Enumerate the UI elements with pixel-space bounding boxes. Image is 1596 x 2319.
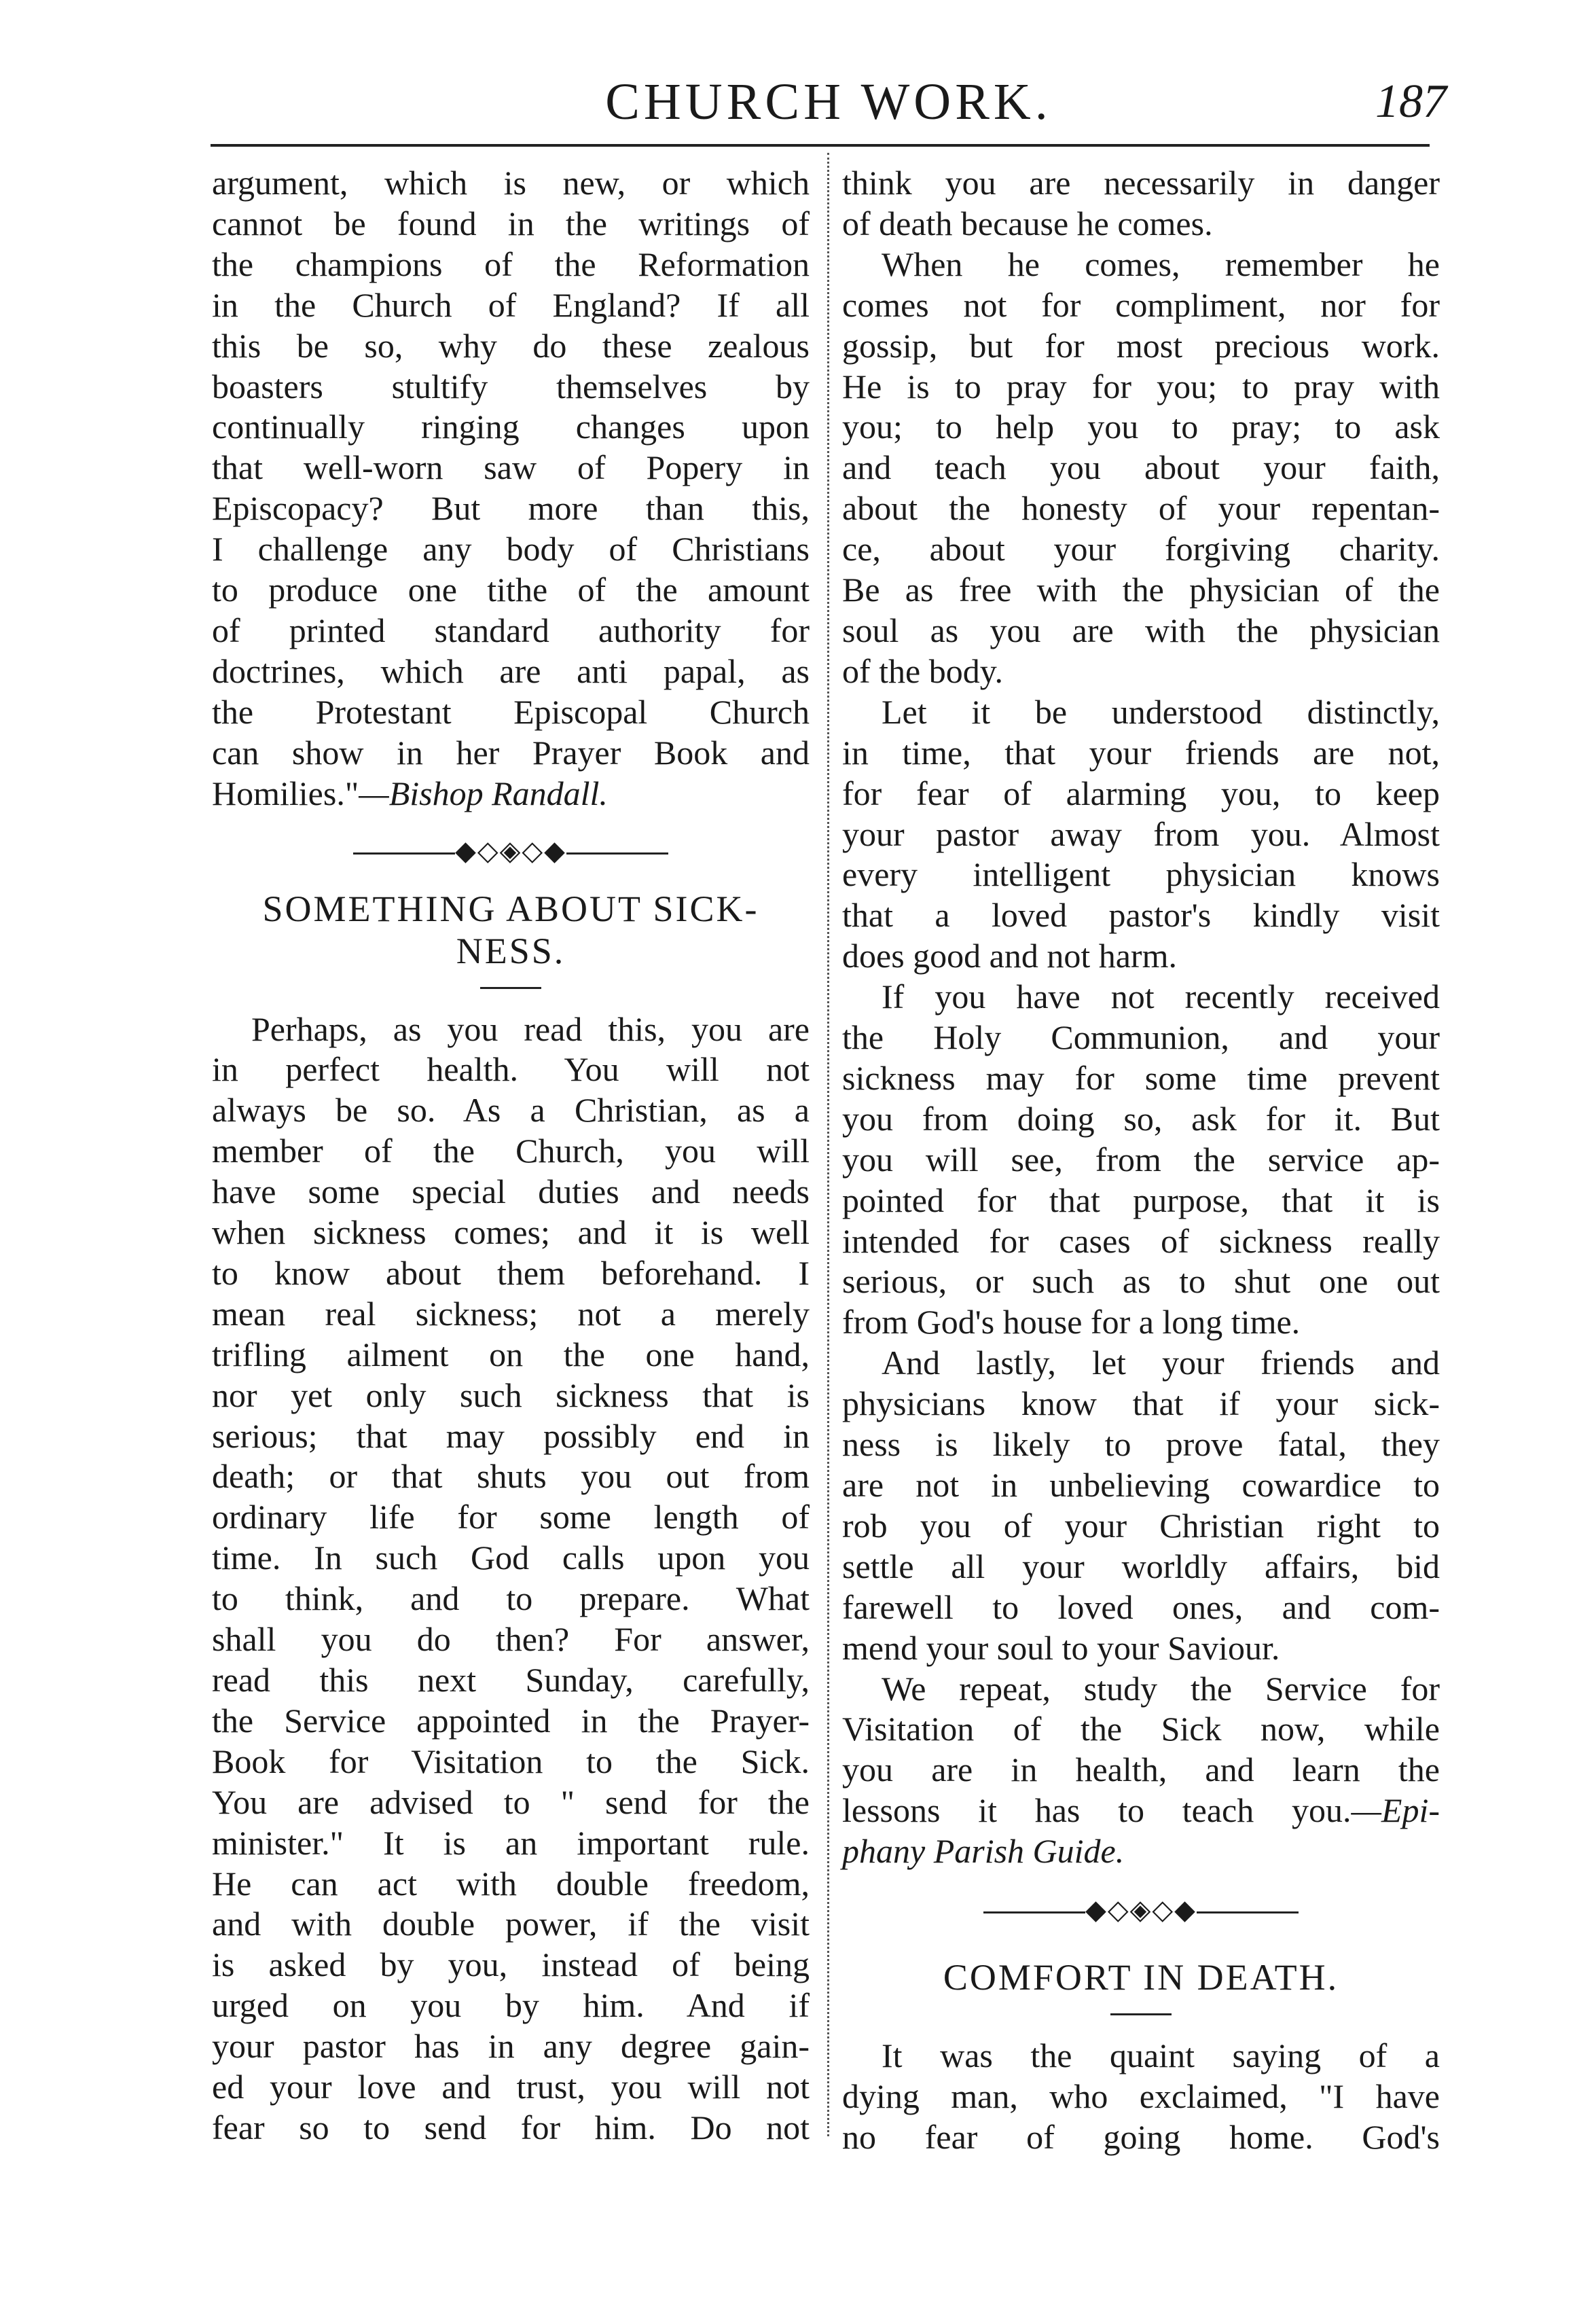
paragraph bbox=[842, 977, 1440, 1343]
text-line: We repeat, study the Service for bbox=[882, 1669, 1440, 1708]
body-paragraph bbox=[212, 1009, 810, 2149]
text-line: of death because he comes. bbox=[842, 204, 1213, 242]
left-column bbox=[212, 163, 810, 2149]
text-line: sickness may for some time prevent bbox=[842, 1058, 1440, 1097]
text-line: settle all your worldly affairs, bid bbox=[842, 1547, 1440, 1585]
text-line: to think, and to prepare. What bbox=[212, 1579, 810, 1618]
text-line: dying man, who exclaimed, "I have bbox=[842, 2077, 1440, 2115]
text-line: physicians know that if your sick- bbox=[842, 1384, 1440, 1423]
text-line: that a loved pastor's kindly visit bbox=[842, 896, 1440, 935]
paragraph bbox=[842, 692, 1440, 977]
text-line: mend your soul to your Saviour. bbox=[842, 1628, 1280, 1667]
text-line: continually ringing changes upon bbox=[212, 408, 810, 446]
text-line: for fear of alarming you, to keep bbox=[842, 774, 1440, 812]
section-ornament bbox=[842, 1883, 1440, 1937]
heading-line: NESS. bbox=[456, 930, 566, 971]
text-line: when sickness comes; and it is well bbox=[212, 1213, 810, 1252]
quote-end: Homilies." bbox=[212, 774, 359, 812]
text-line: in perfect health. You will not bbox=[212, 1050, 810, 1089]
text-line: member of the Church, you will bbox=[212, 1132, 810, 1170]
text-line: I challenge any body of Christians bbox=[212, 530, 810, 569]
text-line: to produce one tithe of the amount bbox=[212, 571, 810, 609]
section-heading: COMFORT IN DEATH. bbox=[943, 1957, 1339, 1998]
text-line: serious, or such as to shut one out bbox=[842, 1262, 1440, 1301]
section-heading bbox=[212, 888, 810, 972]
text-line: have some special duties and needs bbox=[212, 1172, 810, 1211]
text-line: death; or that shuts you out from bbox=[212, 1457, 810, 1496]
text-line: intended for cases of sickness really bbox=[842, 1221, 1440, 1260]
page-number: 187 bbox=[1375, 75, 1447, 128]
text-line: your pastor away from you. Almost bbox=[842, 814, 1440, 853]
page-header bbox=[211, 65, 1447, 139]
ornament-rule bbox=[566, 852, 668, 855]
text-line: no fear of going home. God's bbox=[842, 2117, 1440, 2156]
text-line: the Protestant Episcopal Church bbox=[212, 692, 810, 731]
text-line: to know about them beforehand. I bbox=[212, 1253, 810, 1292]
text-line: the Service appointed in the Prayer- bbox=[212, 1701, 810, 1740]
text-line: fear so to send for him. Do not bbox=[212, 2108, 810, 2146]
text-line: in time, that your friends are not, bbox=[842, 733, 1440, 772]
paragraph bbox=[842, 2036, 1440, 2158]
text-line: When he comes, remember he bbox=[882, 245, 1440, 283]
text-line: are not in unbelieving cowardice to bbox=[842, 1466, 1440, 1504]
text-line: rob you of your Christian right to bbox=[842, 1506, 1440, 1545]
text-line: can show in her Prayer Book and bbox=[212, 733, 810, 772]
text-line: you from doing so, ask for it. But bbox=[842, 1099, 1440, 1138]
paragraph bbox=[842, 1343, 1440, 1668]
text-line: about the honesty of your repentan- bbox=[842, 489, 1440, 528]
text-line: shall you do then? For answer, bbox=[212, 1620, 810, 1659]
text-line: the champions of the Reformation bbox=[212, 245, 810, 283]
text-line: that well-worn saw of Popery in bbox=[212, 448, 810, 487]
attribution: phany Parish Guide. bbox=[842, 1832, 1125, 1871]
header-rule bbox=[211, 144, 1430, 147]
text-line: Episcopacy? But more than this, bbox=[212, 489, 810, 528]
heading-rule bbox=[1110, 2013, 1172, 2015]
heading-line: SOMETHING ABOUT SICK- bbox=[262, 888, 759, 929]
attribution: —Bishop Randall. bbox=[359, 774, 608, 812]
text-line: ordinary life for some length of bbox=[212, 1498, 810, 1536]
text-line: boasters stultify themselves by bbox=[212, 367, 810, 406]
paragraph bbox=[842, 245, 1440, 692]
text-line: you; to help you to pray; to ask bbox=[842, 408, 1440, 446]
text-line bbox=[842, 1791, 1440, 1831]
text-line: pointed for that purpose, that it is bbox=[842, 1181, 1440, 1219]
text-line: ed your love and trust, you will not bbox=[212, 2068, 810, 2106]
ornament-rule bbox=[353, 852, 455, 855]
text-line: serious; that may possibly end in bbox=[212, 1416, 810, 1455]
text-line: It was the quaint saying of a bbox=[882, 2036, 1440, 2075]
column-divider bbox=[827, 153, 829, 2136]
text-line: ce, about your forgiving charity. bbox=[842, 530, 1440, 569]
text-line: read this next Sunday, carefully, bbox=[212, 1661, 810, 1699]
text-line bbox=[212, 774, 810, 814]
text-line: Perhaps, as you read this, you are bbox=[251, 1009, 810, 1048]
text-line: comes not for compliment, nor for bbox=[842, 285, 1440, 324]
ornament-glyphs: ◆◇◈◇◆ bbox=[1085, 1894, 1197, 1926]
text-line: Let it be understood distinctly, bbox=[882, 692, 1440, 731]
attribution: —Epi- bbox=[1351, 1791, 1440, 1830]
text-line: you will see, from the service ap- bbox=[842, 1140, 1440, 1179]
text-line: of the body. bbox=[842, 651, 1003, 690]
ornament-glyphs: ◆◇◈◇◆ bbox=[455, 835, 566, 866]
text-line: You are advised to " send for the bbox=[212, 1782, 810, 1821]
heading-rule bbox=[480, 987, 541, 989]
text-line: nor yet only such sickness that is bbox=[212, 1376, 810, 1414]
text-line: And lastly, let your friends and bbox=[882, 1344, 1440, 1382]
text-line: every intelligent physician knows bbox=[842, 855, 1440, 894]
text-line: cannot be found in the writings of bbox=[212, 204, 810, 242]
ornament-rule bbox=[983, 1911, 1085, 1913]
text-line: of printed standard authority for bbox=[212, 611, 810, 649]
ornament-rule bbox=[1197, 1911, 1299, 1913]
text-line: gossip, but for most precious work. bbox=[842, 326, 1440, 365]
paragraph bbox=[842, 1669, 1440, 1873]
right-column bbox=[842, 163, 1440, 2158]
text-line: mean real sickness; not a merely bbox=[212, 1294, 810, 1333]
text-line: Visitation of the Sick now, while bbox=[842, 1710, 1440, 1748]
text-line: and teach you about your faith, bbox=[842, 448, 1440, 487]
text-line: minister." It is an important rule. bbox=[212, 1823, 810, 1862]
text-line: He can act with double freedom, bbox=[212, 1864, 810, 1903]
running-head: CHURCH WORK. bbox=[605, 73, 1052, 130]
text-line: Book for Visitation to the Sick. bbox=[212, 1742, 810, 1780]
text-line: the Holy Communion, and your bbox=[842, 1018, 1440, 1057]
section-ornament bbox=[212, 824, 810, 878]
text-line: your pastor has in any degree gain- bbox=[212, 2027, 810, 2066]
text-line: If you have not recently received bbox=[882, 977, 1440, 1016]
text-line: He is to pray for you; to pray with bbox=[842, 367, 1440, 406]
text-line: is asked by you, instead of being bbox=[212, 1945, 810, 1984]
text-line: does good and not harm. bbox=[842, 937, 1177, 975]
paragraph-continued bbox=[842, 163, 1440, 245]
text-line: think you are necessarily in danger bbox=[842, 164, 1440, 202]
text-fragment: lessons it has to teach you. bbox=[842, 1791, 1352, 1830]
text-line: soul as you are with the physician bbox=[842, 611, 1440, 649]
intro-paragraph bbox=[212, 163, 810, 814]
text-line: and with double power, if the visit bbox=[212, 1905, 810, 1943]
text-line: you are in health, and learn the bbox=[842, 1750, 1440, 1789]
text-line: in the Church of England? If all bbox=[212, 285, 810, 324]
text-line: doctrines, which are anti papal, as bbox=[212, 651, 810, 690]
text-line: from God's house for a long time. bbox=[842, 1303, 1301, 1342]
text-line: always be so. As a Christian, as a bbox=[212, 1091, 810, 1130]
text-line: this be so, why do these zealous bbox=[212, 326, 810, 365]
text-line: trifling ailment on the one hand, bbox=[212, 1335, 810, 1373]
text-line: argument, which is new, or which bbox=[212, 164, 810, 202]
text-line: ness is likely to prove fatal, they bbox=[842, 1425, 1440, 1464]
text-line: time. In such God calls upon you bbox=[212, 1539, 810, 1577]
text-line: urged on you by him. And if bbox=[212, 1986, 810, 2025]
text-line: farewell to loved ones, and com- bbox=[842, 1587, 1440, 1626]
text-line: Be as free with the physician of the bbox=[842, 571, 1440, 609]
